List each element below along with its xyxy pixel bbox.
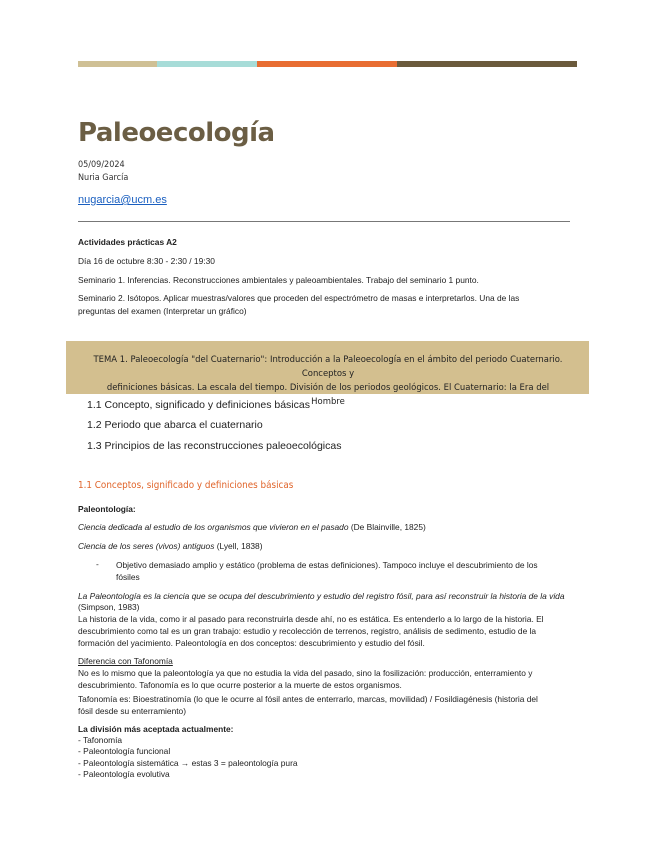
definition-2	[78, 540, 263, 553]
division-heading: La división más aceptada actualmente:	[78, 724, 234, 734]
toc-item[interactable]: 1.1 Concepto, significado y definiciones básicas	[87, 399, 310, 411]
color-bar-aqua	[157, 61, 257, 67]
list-item: - Paleontología sistemática → estas 3 = paleontología pura	[78, 758, 298, 768]
paragraph-line: La historia de la vida, como ir al pasado para reconstruirla desde ahí, no es estática. Es entenderlo a lo largo de la historia. El	[78, 614, 544, 624]
section-heading: 1.1 Conceptos, significado y definiciones básicas	[78, 480, 294, 491]
taphonomy-definition-line: fósil desde su enterramiento)	[78, 706, 186, 716]
paleontology-label: Paleontología:	[78, 504, 136, 514]
toc-item[interactable]: 1.2 Periodo que abarca el cuaternario	[87, 419, 263, 431]
banner-line-1: TEMA 1. Paleoecología "del Cuaternario": Introducción a la Paleoecología en el ámbito del periodo Cuaternario. Conceptos y	[93, 354, 563, 379]
taphonomy-definition-line: Tafonomía es: Bioestratinomía (lo que le ocurre al fósil antes de enterrarlo, marcas, movilidad) / Fosildiagénesis (historia del	[78, 694, 538, 704]
paragraph-line: formación del yacimiento. Paleontología en dos conceptos: descubrimiento y estudio del fósil.	[78, 638, 425, 648]
definition-3-ref: (Simpson, 1983)	[78, 602, 140, 612]
banner-line-2: definiciones básicas. La escala del tiempo. División de los periodos geológicos. El Cuaternario: la Era del Hombre	[106, 382, 550, 407]
dash-marker: -	[96, 559, 99, 569]
document-date: 05/09/2024	[78, 160, 125, 170]
definition-1	[78, 521, 426, 534]
color-bar-orange	[257, 61, 397, 67]
taphonomy-line: descubrimiento. Tafonomía es lo que ocurre posterior a la muerte de estos organismos.	[78, 680, 402, 690]
header-color-bars	[78, 61, 577, 67]
definition-2-ref: (Lyell, 1838)	[214, 541, 263, 551]
dash-item-line-1: Objetivo demasiado amplio y estático (problema de estas definiciones). Tampoco incluye el descubrimiento de los	[116, 560, 538, 570]
seminar-2-line-1: Seminario 2. Isótopos. Aplicar muestras/valores que proceden del espectrómetro de masas e interpretarlos. Una de las	[78, 293, 520, 303]
list-item: - Tafonomía	[78, 735, 123, 745]
definition-2-text: Ciencia de los seres (vivos) antiguos	[78, 541, 215, 551]
list-item: - Paleontología funcional	[78, 746, 171, 756]
color-bar-tan	[78, 61, 157, 67]
toc-item[interactable]: 1.3 Principios de las reconstrucciones paleoecológicas	[87, 440, 342, 452]
definition-1-ref: (De Blainville, 1825)	[348, 522, 426, 532]
seminar-2-line-2: preguntas del examen (Interpretar un gráfico)	[78, 306, 247, 316]
definition-3-text: La Paleontología es la ciencia que se ocupa del descubrimiento y estudio del registro fósil, para así reconstruir la historia de la vida	[78, 591, 565, 601]
activities-schedule: Día 16 de octubre 8:30 - 2:30 / 19:30	[78, 256, 215, 266]
definition-1-text: Ciencia dedicada al estudio de los organismos que vivieron en el pasado	[78, 522, 349, 532]
divider	[78, 221, 570, 222]
seminar-1: Seminario 1. Inferencias. Reconstrucciones ambientales y paleoambientales. Trabajo del seminario 1 punto.	[78, 275, 479, 285]
taphonomy-heading: Diferencia con Tafonomía	[78, 656, 173, 666]
page-title: Paleoecología	[78, 118, 275, 148]
dash-item-line-2: fósiles	[116, 572, 140, 582]
email-link[interactable]: nugarcia@ucm.es	[78, 194, 167, 206]
list-item: - Paleontología evolutiva	[78, 769, 170, 779]
color-bar-brown	[397, 61, 577, 67]
activities-heading: Actividades prácticas A2	[78, 237, 177, 247]
taphonomy-line: No es lo mismo que la paleontología ya que no estudia la vida del pasado, sino la fosilización: producción, enterramiento y	[78, 668, 533, 678]
author-name: Nuria García	[78, 173, 129, 183]
paragraph-line: descubrimiento como tal es un gran trabajo: estudio y recolección de terrenos, registro, análisis de sedimento, estudio de la	[78, 626, 537, 636]
